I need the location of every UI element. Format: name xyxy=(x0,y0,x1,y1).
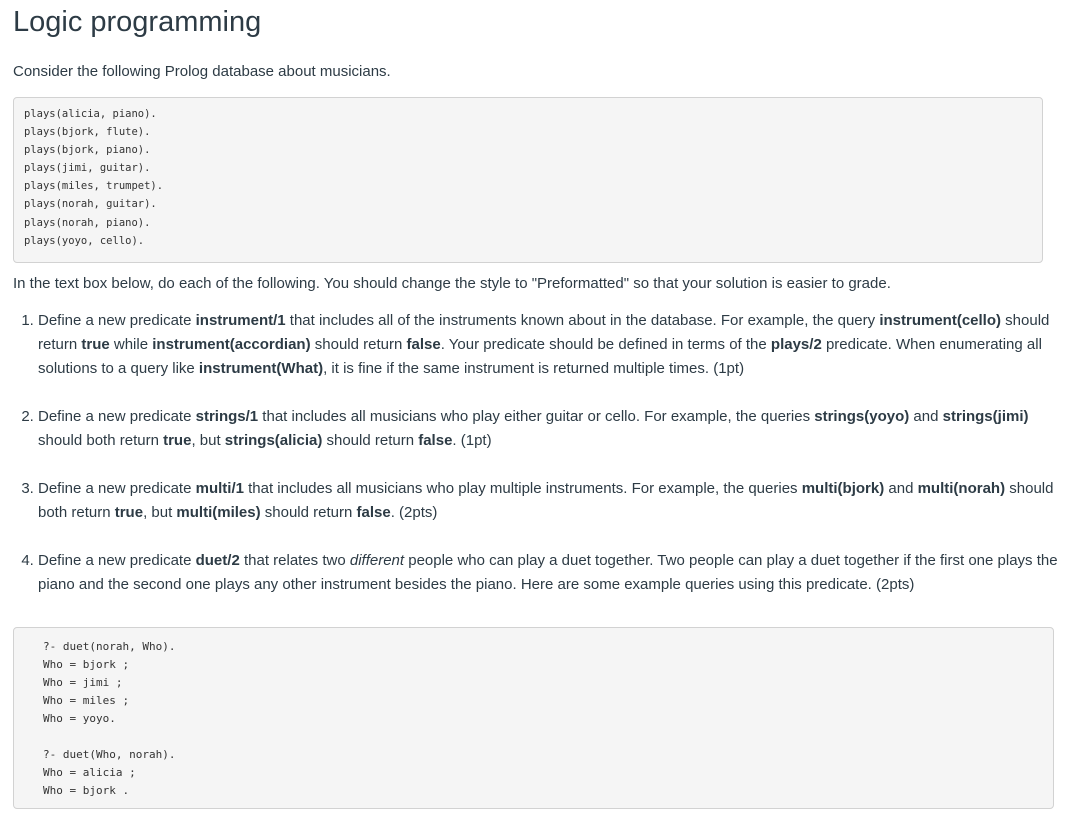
task-item-1: 1. Define a new predicate instrument/1 that includes all of the instruments known about in the database. For example, the query instrument(cello) should return true while instrument(accordian) should return false. Your predicate should be defined in terms of the plays/2 predicate. When enumerating all solutions to a query like instrument(What), it is fine if the same instrument is returned multiple times. (1pt) xyxy=(38,309,1073,381)
code-line: plays(alicia, piano). xyxy=(24,108,157,120)
code-line: plays(jimi, guitar). xyxy=(24,162,151,175)
code-line: Who = alicia ; xyxy=(43,766,136,779)
task-item-2: 2. Define a new predicate strings/1 that includes all musicians who play either guitar or cello. For example, the queries strings(yoyo) and strings(jimi) should both return true, but strings(alicia) should return false. (1pt) xyxy=(38,405,1073,453)
code-line: ?- duet(Who, norah). xyxy=(43,748,176,761)
example-queries-code-block xyxy=(13,627,1054,809)
intro-text: Consider the following Prolog database about musicians. xyxy=(13,63,391,80)
code-line: ?- duet(norah, Who). xyxy=(43,640,176,653)
code-line: Who = yoyo. xyxy=(43,712,116,725)
code-line: plays(norah, guitar). xyxy=(24,198,157,211)
task-list xyxy=(0,309,1073,597)
code-line: plays(yoyo, cello). xyxy=(24,234,145,247)
code-line: plays(bjork, piano). xyxy=(24,144,151,157)
code-line: plays(norah, piano). xyxy=(24,216,151,229)
code-line: Who = miles ; xyxy=(43,694,130,707)
code-line: Who = bjork . xyxy=(43,784,130,797)
code-line-blank xyxy=(43,728,1043,746)
instructions-text: In the text box below, do each of the following. You should change the style to "Preformatted" so that your solution is easier to grade. xyxy=(13,275,891,292)
code-line: Who = jimi ; xyxy=(43,676,123,689)
code-line: plays(bjork, flute). xyxy=(24,126,151,139)
code-line: plays(miles, trumpet). xyxy=(24,180,164,193)
database-code-block xyxy=(13,97,1043,263)
task-item-4: 4. Define a new predicate duet/2 that relates two different people who can play a duet together. Two people can play a duet together if the first one plays the piano and the second one plays any other instrument besides the piano. Here are some example queries using this predicate. (2pts) xyxy=(38,549,1073,597)
task-item-3: 3. Define a new predicate multi/1 that includes all musicians who play multiple instruments. For example, the queries multi(bjork) and multi(norah) should both return true, but multi(miles) should return false. (2pts) xyxy=(38,477,1073,525)
page-title: Logic programming xyxy=(13,6,262,38)
code-line: Who = bjork ; xyxy=(43,658,130,671)
